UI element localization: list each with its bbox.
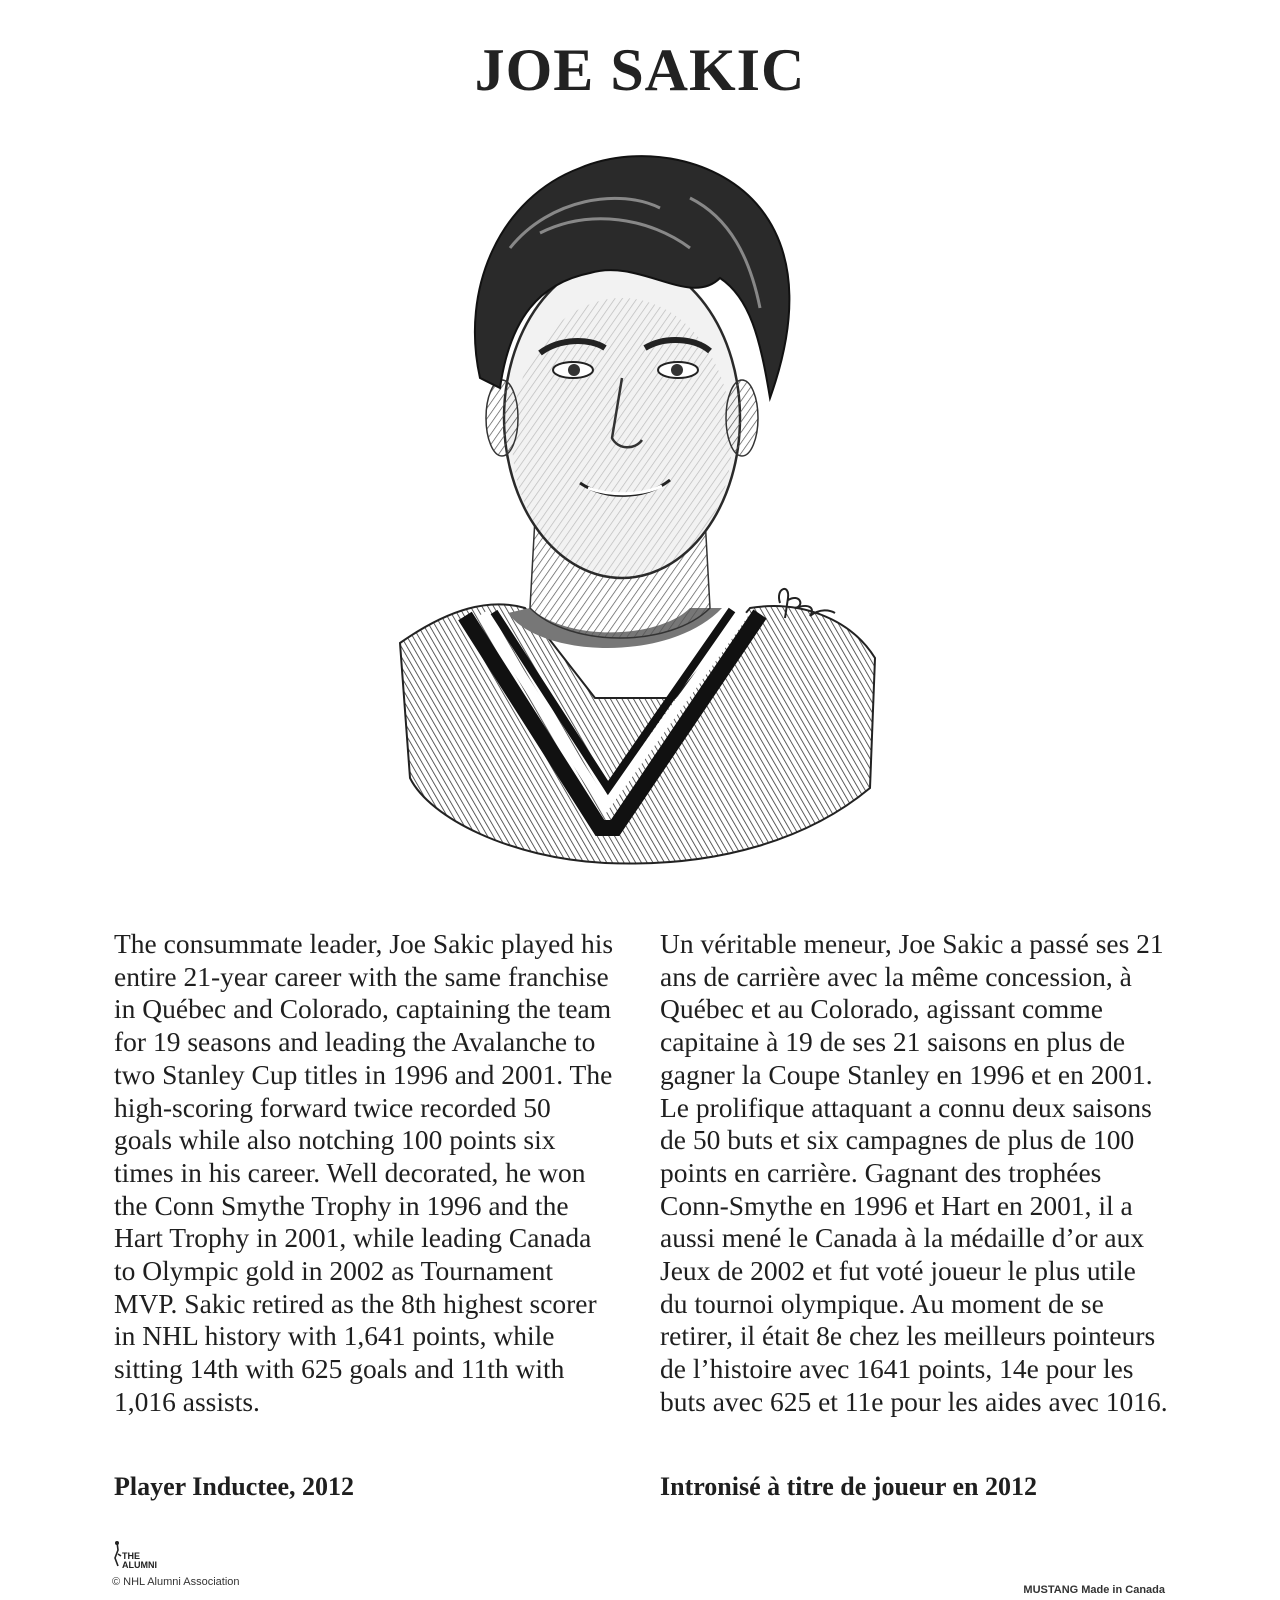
inductee-french: Intronisé à titre de joueur en 2012 (660, 1472, 1037, 1501)
biography-french-text: Un véritable meneur, Joe Sakic a passé ses 21 ans de carrière avec la même concession, à Québec et au Colorado, agissant comme capitaine à 19 de ses 21 saisons en plus de gagner la Coupe Stanley en 1996 et en 2001. Le prolifique attaquant a connu deux saisons de 50 buts et six campagnes de plus de 100 points en carrière. Gagnant des trophées Conn-Smythe en 1996 et Hart en 2001, il a aussi mené le Canada à la médaille d’or aux Jeux de 2002 et fut voté joueur le plus utile du tournoi olympique. Au moment de se retirer, il était 8e chez les meilleurs pointeurs de l’histoire avec 1641 points, 14e pour les buts avec 625 et 11e pour les aides avec 1016. (660, 928, 1168, 1417)
logo-text: THE ALUMNI (122, 1551, 157, 1570)
footer-left (112, 1540, 352, 1596)
copyright: © NHL Alumni Association (112, 1576, 240, 1588)
alumni-logo (112, 1540, 352, 1570)
biography-english-text: The consummate leader, Joe Sakic played his entire 21-year career with the same franchise in Québec and Colorado, captaining the team for 19 seasons and leading the Avalanche to two Stanley Cup titles in 1996 and 2001. The high-scoring forward twice recorded 50 goals while also notching 100 points six times in his career. Well decorated, he won the Conn Smythe Trophy in 1996 and the Hart Trophy in 2001, while leading Canada to Olympic gold in 2002 as Tournament MVP. Sakic retired as the 8th highest scorer in NHL history with 1,641 points, while sitting 14th with 625 goals and 11th with 1,016 assists. (114, 928, 614, 1417)
inductee-english: Player Inductee, 2012 (114, 1472, 354, 1501)
page-title: JOE SAKIC (474, 37, 806, 103)
biography-english (114, 928, 614, 1419)
biography-french (660, 928, 1170, 1419)
player-portrait-sketch (390, 138, 890, 883)
made-in-label: MUSTANG Made in Canada (1023, 1584, 1165, 1596)
skater-icon (112, 1540, 122, 1570)
